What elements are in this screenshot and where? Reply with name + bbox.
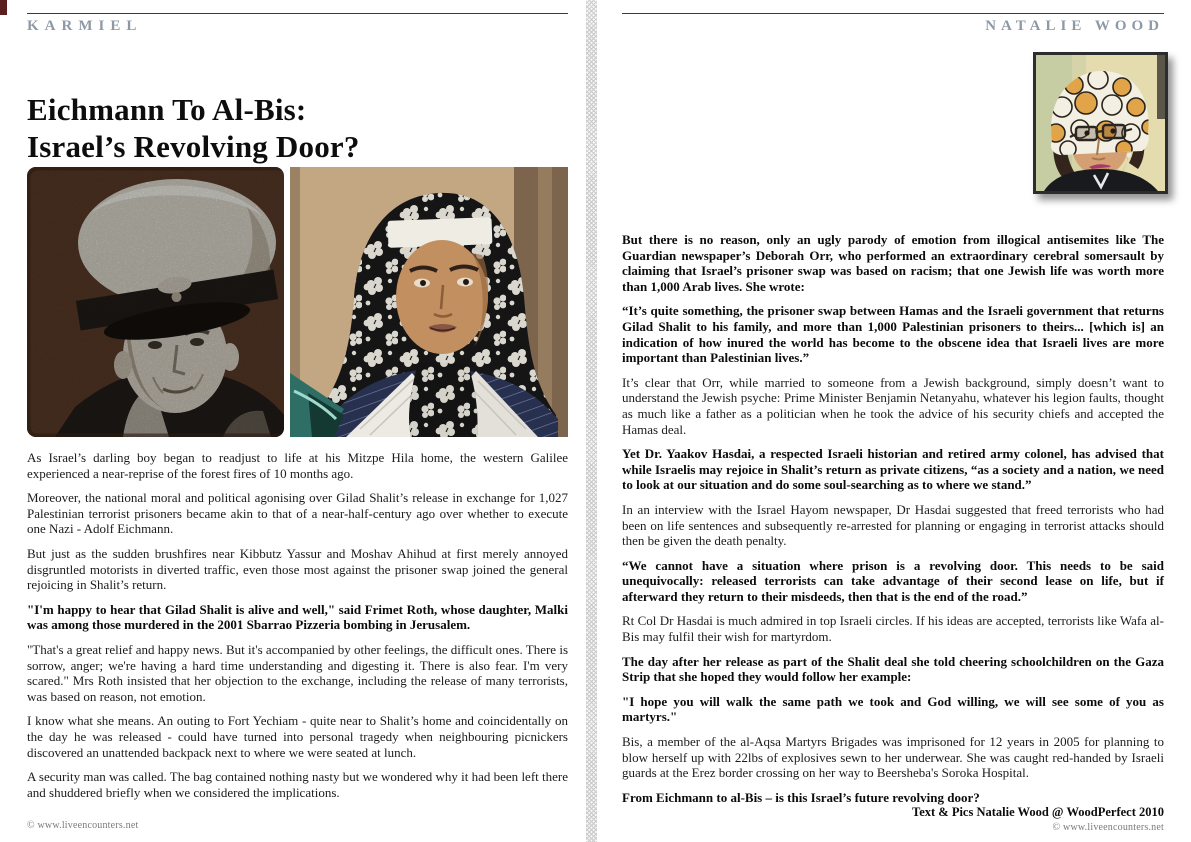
article-title-line1: Eichmann To Al-Bis: bbox=[27, 91, 307, 127]
article-title bbox=[27, 91, 360, 165]
paragraph: Moreover, the national moral and political agonising over Gilad Shalit’s release in exchange for 1,027 Palestinian terrorist prisoners became akin to that of a near-half-century ago over whether to execute one Nazi - Adolf Eichmann. bbox=[27, 490, 568, 537]
page-spine-divider bbox=[586, 0, 597, 842]
paragraph: As Israel’s darling boy began to readjust to life at his Mitzpe Hila home, the western Galilee experienced a near-reprise of the forest fires of 10 months ago. bbox=[27, 450, 568, 481]
paragraph: “We cannot have a situation where prison is a revolving door. This needs to be said unequivocally: released terrorists can take advantage of their second lease on life, but if afterward they return to their misdeeds, then that is the end of the road.” bbox=[622, 557, 1164, 604]
left-article-body bbox=[27, 450, 568, 809]
photo-row bbox=[27, 167, 568, 437]
eichmann-photo-illustration bbox=[27, 167, 284, 437]
left-footer-copyright: © www.liveencounters.net bbox=[27, 820, 139, 831]
right-page bbox=[622, 0, 1164, 842]
section-label-karmiel: KARMIEL bbox=[27, 18, 143, 34]
article-title-line2: Israel’s Revolving Door? bbox=[27, 128, 360, 164]
paragraph: But there is no reason, only an ugly parody of emotion from illogical antisemites like The Guardian newspaper’s Deborah Orr, who performed an extraordinary cerebral somersault by claiming that Israel’s prisoner swap was based on racism; that one Jewish life was worth more than 1,000 Arab lives. She wrote: bbox=[622, 232, 1164, 294]
right-article-body bbox=[622, 232, 1164, 814]
page-edge-mark bbox=[0, 0, 7, 15]
paragraph: “It’s quite something, the prisoner swap between Hamas and the Israeli government that returns Gilad Shalit to his family, and more than 1,000 Palestinian prisoners to theirs... [which is] an indication of how inured the world has become to the obscene idea that Israeli lives are more important than Palestinian lives.” bbox=[622, 303, 1164, 366]
paragraph: "I'm happy to hear that Gilad Shalit is alive and well," said Frimet Roth, whose daughter, Malki was among those murdered in the 2001 Sbarrao Pizzeria bombing in Jerusalem. bbox=[27, 601, 568, 633]
natalie-wood-portrait bbox=[1033, 52, 1168, 194]
author-credit: Text & Pics Natalie Wood @ WoodPerfect 2010 bbox=[912, 805, 1164, 819]
paragraph: "I hope you will walk the same path we took and God willing, we will see some of you as martyrs." bbox=[622, 693, 1164, 725]
paragraph: "That's a great relief and happy news. But it's accompanied by other feelings, the difficult ones. There is sorrow, anger; we're having a hard time understanding and digesting it. There is also fear. I'm very scared." Mrs Roth insisted that her objection to the exchange, including the release of many terrorists, was based on reason, not emotion. bbox=[27, 641, 568, 704]
paragraph: Rt Col Dr Hasdai is much admired in top Israeli circles. If his ideas are accepted, terrorists like Wafa al-Bis may fulfil their wish for martyrdom. bbox=[622, 613, 1164, 645]
paragraph: Yet Dr. Yaakov Hasdai, a respected Israeli historian and retired army colonel, has advised that while Israelis may rejoice in Shalit’s return as private citizens, “as a society and a nation, we need to look at our situation and do some soul-searching as to where we stand.” bbox=[622, 446, 1164, 493]
wafa-al-bis-photo-illustration bbox=[290, 167, 568, 437]
natalie-wood-portrait-illustration bbox=[1036, 55, 1165, 191]
paragraph: From Eichmann to al-Bis – is this Israel’s future revolving door? bbox=[622, 789, 980, 805]
wafa-al-bis-photo bbox=[290, 167, 568, 437]
paragraph: In an interview with the Israel Hayom newspaper, Dr Hasdai suggested that freed terrorists who had been on life sentences and subsequently re-arrested for planning or engaging in terrorist attacks should then be given the death penalty. bbox=[622, 501, 1164, 549]
left-page bbox=[27, 0, 568, 842]
paragraph: A security man was called. The bag contained nothing nasty but we wondered why it had been left there and shuddered briefly when we considered the implications. bbox=[27, 769, 568, 800]
header-rule bbox=[27, 13, 568, 14]
eichmann-photo bbox=[27, 167, 284, 437]
right-footer-copyright: © www.liveencounters.net bbox=[1052, 822, 1164, 833]
paragraph: I know what she means. An outing to Fort Yechiam - quite near to Shalit’s home and coincidentally on the day he was released - could have turned into personal tragedy when neighbouring picnickers discovered an unattended backpack next to where we were seated at lunch. bbox=[27, 713, 568, 760]
paragraph: Bis, a member of the al-Aqsa Martyrs Brigades was imprisoned for 12 years in 2005 for planning to blow herself up with 22lbs of explosives sewn to her underwear. She was caught red-handed by Israeli guards at the Erez border crossing on her way to Beersheba's Soroka Hospital. bbox=[622, 734, 1164, 781]
section-label-natalie-wood: NATALIE WOOD bbox=[985, 18, 1164, 34]
paragraph: The day after her release as part of the Shalit deal she told cheering schoolchildren on the Gaza Strip that she hoped they would follow her example: bbox=[622, 653, 1164, 685]
paragraph: It’s clear that Orr, while married to someone from a Jewish background, simply doesn’t want to understand the Jewish psyche: Prime Minister Benjamin Netanyahu, whatever his legion faults, thought as much like a father as a politician when he took the advice of his security chiefs and accepted the Hamas deal. bbox=[622, 374, 1164, 437]
paragraph: But just as the sudden brushfires near Kibbutz Yassur and Moshav Ahihud at first merely annoyed disgruntled motorists in diverted traffic, even those most against the prisoner swap joined the general rejoicing in Shalit’s return. bbox=[27, 545, 568, 593]
header-rule bbox=[622, 13, 1164, 14]
